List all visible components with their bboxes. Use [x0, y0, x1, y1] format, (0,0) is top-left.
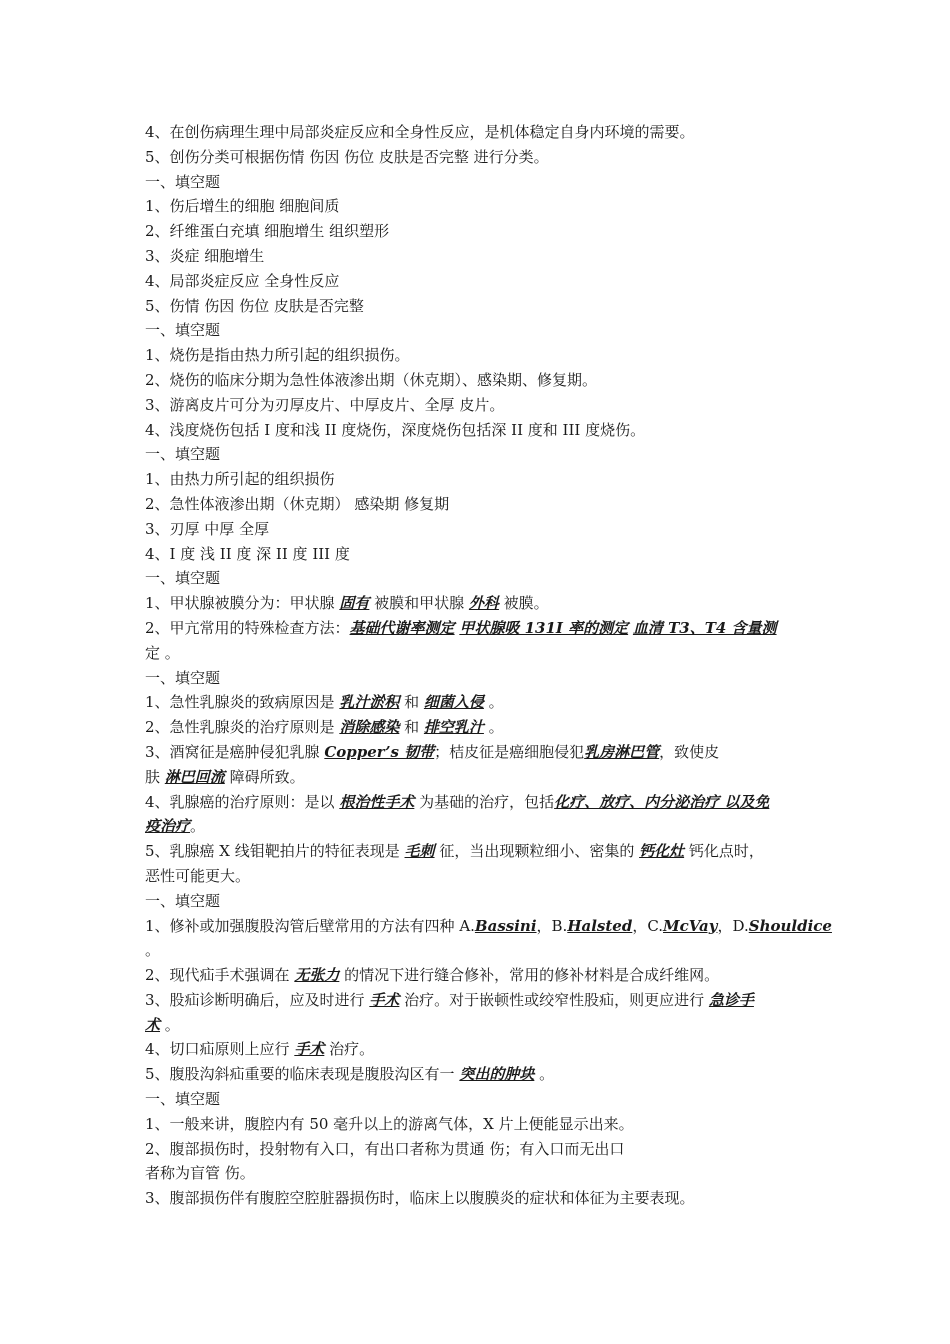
- text-line: [145, 318, 809, 343]
- text-run: ；桔皮征是癌细胞侵犯: [434, 742, 585, 761]
- text-run: 钙化点时，: [684, 842, 764, 861]
- text-run: 2、甲亢常用的特殊检查方法：: [145, 618, 350, 637]
- text-run: 一、填空题: [145, 445, 221, 464]
- document-body: [145, 120, 832, 1211]
- text-run: 5、乳腺癌 X 线钼靶拍片的特征表现是: [145, 842, 405, 861]
- answer-blank: 手术: [369, 990, 400, 1009]
- text-run: 一、填空题: [145, 569, 221, 588]
- text-run: 4、浅度烧伤包括 I 度和浅 II 度烧伤，深度烧伤包括深 II 度和 III 度烧伤。: [145, 420, 646, 439]
- text-run: 征，当出现颗粒细小、密集的: [434, 842, 640, 861]
- text-run: 。: [160, 1015, 180, 1034]
- text-run: 2、烧伤的临床分期为急性体液渗出期（休克期）、感染期、修复期。: [145, 370, 598, 389]
- text-line: [145, 715, 809, 740]
- text-run: ，B.: [536, 916, 568, 935]
- text-line: [145, 988, 809, 1013]
- text-run: 3、刃厚 中厚 全厚: [145, 519, 270, 538]
- answer-blank: 根治性手术: [339, 792, 415, 811]
- answer-blank: 乳汁淤积: [339, 693, 400, 712]
- text-line: [145, 666, 809, 691]
- answer-blank: 无张力: [294, 966, 340, 985]
- answer-blank: 基础代谢率测定: [349, 618, 455, 637]
- text-line: [145, 690, 809, 715]
- answer-blank: Copper’s 韧带: [324, 742, 435, 761]
- text-line: [145, 1037, 809, 1062]
- text-run: 1、伤后增生的细胞 细胞间质: [145, 197, 340, 216]
- text-run: 4、I 度 浅 II 度 深 II 度 III 度: [145, 544, 350, 563]
- answer-blank: 乳房淋巴管: [584, 742, 660, 761]
- text-line: [145, 963, 809, 988]
- text-line: [145, 517, 809, 542]
- text-line: [145, 938, 809, 963]
- text-run: ，D.: [717, 916, 749, 935]
- text-run: 被膜。: [498, 594, 549, 613]
- text-run: 。: [483, 693, 504, 712]
- text-run: 5、创伤分类可根据伤情 伤因 伤位 皮肤是否完整 进行分类。: [145, 147, 549, 166]
- text-line: [145, 145, 809, 170]
- answer-blank: 消除感染: [339, 718, 400, 737]
- text-run: 2、现代疝手术强调在: [145, 966, 295, 985]
- answer-blank: 外科: [468, 594, 499, 613]
- text-line: [145, 418, 809, 443]
- answer-blank: 血清 T3、T4 含量测: [632, 618, 777, 637]
- text-run: 。: [190, 817, 206, 836]
- text-line: [145, 467, 809, 492]
- text-run: 3、酒窝征是癌肿侵犯乳腺: [145, 742, 325, 761]
- text-run: 1、一般来讲，腹腔内有 50 毫升以上的游离气体，X 片上便能显示出来。: [145, 1114, 634, 1133]
- text-run: 为基础的治疗，包括: [414, 792, 555, 811]
- answer-blank: 突出的肿块: [459, 1065, 535, 1084]
- answer-blank: McVay: [663, 916, 718, 935]
- text-run: ，致使皮: [659, 742, 720, 761]
- answer-blank: 甲状腺吸 131I 率的测定: [459, 618, 629, 637]
- text-run: 一、填空题: [145, 321, 221, 340]
- answer-blank: 化疗、放疗、内分泌治疗 以及免: [554, 792, 770, 811]
- text-line: [145, 219, 809, 244]
- text-line: [145, 1137, 809, 1162]
- text-run: 3、游离皮片可分为刃厚皮片、中厚皮片、全厚 皮片。: [145, 395, 505, 414]
- text-run: 4、乳腺癌的治疗原则：是以: [145, 792, 340, 811]
- text-line: [145, 889, 809, 914]
- text-run: 。: [145, 941, 161, 960]
- text-run: 2、纤维蛋白充填 细胞增生 组织塑形: [145, 222, 390, 241]
- text-run: 一、填空题: [145, 668, 221, 687]
- text-run: 4、局部炎症反应 全身性反应: [145, 271, 340, 290]
- text-run: 1、烧伤是指由热力所引起的组织损伤。: [145, 346, 410, 365]
- text-line: [145, 790, 809, 815]
- text-line: [145, 864, 809, 889]
- text-run: 。: [534, 1065, 555, 1084]
- text-line: [145, 1013, 809, 1038]
- text-run: 治疗。对于嵌顿性或绞窄性股疝，则更应进行: [399, 990, 709, 1009]
- text-run: 2、腹部损伤时，投射物有入口，有出口者称为贯通 伤；有入口而无出口: [145, 1139, 625, 1158]
- text-run: 的情况下进行缝合修补，常用的修补材料是合成纤维网。: [339, 966, 720, 985]
- answer-blank: 急诊手: [708, 990, 754, 1009]
- text-line: [145, 442, 809, 467]
- answer-blank: 手术: [294, 1040, 325, 1059]
- text-run: 肤: [145, 767, 165, 786]
- text-run: 。: [483, 718, 504, 737]
- text-run: 1、修补或加强腹股沟管后壁常用的方法有四种 A.: [145, 916, 475, 935]
- text-run: 治疗。: [324, 1040, 375, 1059]
- text-run: 3、炎症 细胞增生: [145, 246, 265, 265]
- text-line: [145, 839, 809, 864]
- answer-blank: 术: [145, 1015, 161, 1034]
- text-run: 4、在创伤病理生理中局部炎症反应和全身性反应，是机体稳定自身内环境的需要。: [145, 123, 695, 141]
- text-line: [145, 542, 809, 567]
- text-line: [145, 914, 832, 939]
- text-line: [145, 1161, 809, 1186]
- text-run: 和: [399, 718, 424, 737]
- text-line: [145, 294, 809, 319]
- text-run: 一、填空题: [145, 1090, 221, 1109]
- text-line: [145, 244, 809, 269]
- answer-blank: Halsted: [567, 916, 633, 935]
- text-run: ，C.: [632, 916, 664, 935]
- text-line: [145, 740, 809, 765]
- text-run: 2、急性体液渗出期（休克期） 感染期 修复期: [145, 494, 450, 513]
- text-run: 2、急性乳腺炎的治疗原则是: [145, 718, 340, 737]
- text-run: 者称为盲管 伤。: [145, 1164, 255, 1183]
- answer-blank: 毛刺: [404, 842, 435, 861]
- text-line: [145, 120, 809, 145]
- text-line: [145, 1087, 809, 1112]
- text-run: 4、切口疝原则上应行: [145, 1040, 295, 1059]
- answer-blank: 细菌入侵: [423, 693, 484, 712]
- text-run: 和: [399, 693, 424, 712]
- answer-blank: Bassini: [474, 916, 537, 935]
- text-line: [145, 492, 809, 517]
- text-line: [145, 194, 809, 219]
- text-line: [145, 814, 809, 839]
- text-line: [145, 343, 809, 368]
- text-line: [145, 170, 809, 195]
- answer-blank: 钙化灶: [639, 842, 685, 861]
- text-run: 5、腹股沟斜疝重要的临床表现是腹股沟区有一: [145, 1065, 460, 1084]
- text-line: [145, 269, 809, 294]
- text-line: [145, 393, 809, 418]
- answer-blank: 淋巴回流: [164, 767, 225, 786]
- text-run: 3、股疝诊断明确后，应及时进行: [145, 990, 370, 1009]
- text-run: 恶性可能更大。: [145, 866, 251, 885]
- text-run: 5、伤情 伤因 伤位 皮肤是否完整: [145, 296, 364, 315]
- answer-blank: 疫治疗: [145, 817, 191, 836]
- text-line: [145, 641, 809, 666]
- text-run: 定 。: [145, 643, 180, 662]
- text-run: 3、腹部损伤伴有腹腔空腔脏器损伤时，临床上以腹膜炎的症状和体征为主要表现。: [145, 1189, 695, 1208]
- text-line: [145, 368, 809, 393]
- text-run: 1、由热力所引起的组织损伤: [145, 470, 335, 489]
- text-line: [145, 1186, 809, 1211]
- text-run: 1、急性乳腺炎的致病原因是: [145, 693, 340, 712]
- text-run: 1、甲状腺被膜分为：甲状腺: [145, 594, 340, 613]
- text-line: [145, 616, 809, 641]
- text-line: [145, 591, 809, 616]
- answer-blank: 排空乳汁: [423, 718, 484, 737]
- text-line: [145, 566, 809, 591]
- text-line: [145, 1062, 809, 1087]
- answer-blank: Shouldice: [748, 916, 832, 935]
- text-run: 被膜和甲状腺: [369, 594, 469, 613]
- text-line: [145, 765, 809, 790]
- text-run: 障碍所致。: [224, 767, 305, 786]
- text-line: [145, 1112, 809, 1137]
- answer-blank: 固有: [339, 594, 370, 613]
- text-run: 一、填空题: [145, 891, 221, 910]
- text-run: 一、填空题: [145, 172, 221, 191]
